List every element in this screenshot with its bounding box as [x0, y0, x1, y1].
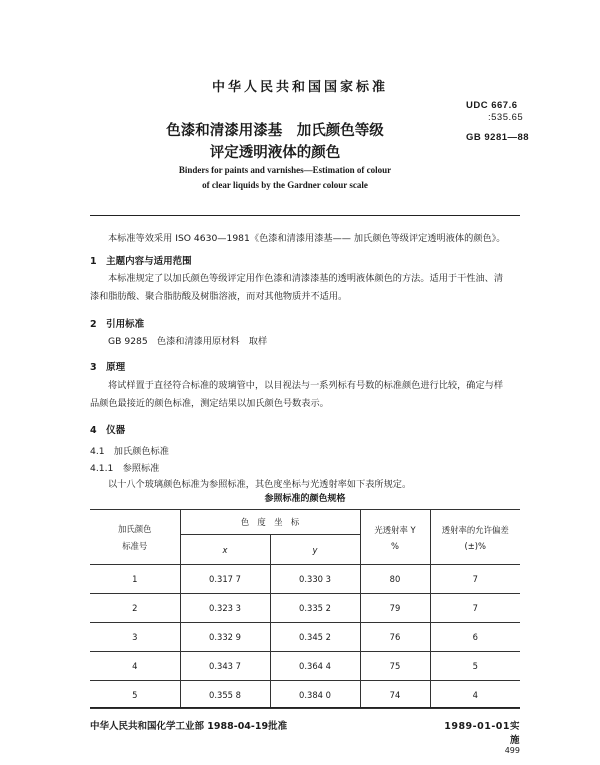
header-transmittance-line2: % — [391, 540, 399, 551]
english-title-line2: of clear liquids by the Gardner colour scale — [202, 180, 368, 190]
table-row — [90, 681, 520, 709]
header-std-no-line2: 标准号 — [122, 540, 148, 551]
header-divider — [90, 215, 520, 216]
cell-y: 0.335 2 — [270, 594, 360, 623]
table-row — [90, 565, 520, 594]
document-title-line1: 色漆和清漆用漆基 加氏颜色等级 — [166, 123, 384, 139]
header-std-no-line1: 加氏颜色 — [118, 523, 152, 534]
section-2-reference: GB 9285 色漆和清漆用原材料 取样 — [108, 336, 268, 347]
cell-no: 1 — [90, 565, 180, 594]
header-tolerance-line2: (±)% — [464, 540, 486, 551]
cell-y: 0.330 3 — [270, 565, 360, 594]
section-4-1-heading: 4.1 加氏颜色标准 — [90, 446, 169, 457]
header-tolerance-line1: 透射率的允许偏差 — [441, 524, 509, 535]
cell-y: 0.384 0 — [270, 681, 360, 709]
cell-tolerance: 5 — [430, 652, 520, 681]
cell-tolerance: 7 — [430, 594, 520, 623]
cell-transmittance: 76 — [360, 623, 430, 652]
approval-statement: 中华人民共和国化学工业部 1988-04-19批准 — [90, 721, 288, 732]
cell-tolerance: 6 — [430, 623, 520, 652]
header-tolerance — [430, 510, 520, 565]
cell-no: 5 — [90, 681, 180, 709]
section-3-text-line2: 品颜色最接近的颜色标准，测定结果以加氏颜色号数表示。 — [90, 398, 329, 409]
section-1-text-line1: 本标准规定了以加氏颜色等级评定用作色漆和清漆漆基的透明液体颜色的方法。适用于干性油、清 — [108, 273, 504, 284]
udc-code-line2: :535.65 — [488, 112, 524, 123]
standard-title: 中华人民共和国国家标准 — [211, 80, 388, 95]
header-y: y — [270, 535, 360, 565]
table-row — [90, 652, 520, 681]
document-title-line2: 评定透明液体的颜色 — [209, 145, 341, 161]
header-transmittance-line1: 光透射率 Y — [374, 524, 416, 535]
cell-x: 0.332 9 — [180, 623, 270, 652]
cell-tolerance: 7 — [430, 565, 520, 594]
gb-number: GB 9281—88 — [466, 132, 530, 143]
cell-no: 4 — [90, 652, 180, 681]
cell-no: 2 — [90, 594, 180, 623]
table-row — [90, 623, 520, 652]
table-caption: 参照标准的颜色规格 — [264, 494, 346, 504]
page-number: 499 — [504, 746, 520, 755]
cell-x: 0.355 8 — [180, 681, 270, 709]
cell-y: 0.364 4 — [270, 652, 360, 681]
cell-x: 0.323 3 — [180, 594, 270, 623]
color-spec-table — [90, 509, 520, 709]
section-2-heading: 2 引用标准 — [90, 319, 145, 330]
cell-y: 0.345 2 — [270, 623, 360, 652]
table-row — [90, 594, 520, 623]
section-1-text-line2: 漆和脂肪酸、聚合脂肪酸及树脂溶液，而对其他物质并不适用。 — [90, 291, 348, 302]
section-1-heading: 1 主题内容与适用范围 — [90, 256, 192, 267]
header-transmittance — [360, 510, 430, 565]
section-4-1-1-text: 以十八个玻璃颜色标准为参照标准，其色度坐标与光透射率如下表所规定。 — [108, 479, 412, 490]
intro-text: 本标准等效采用 ISO 4630—1981《色漆和清漆用漆基—— 加氏颜色等级评定透明液体的颜色》。 — [108, 233, 506, 244]
implementation-date: 1989-01-01实施 — [444, 721, 520, 746]
header-std-no — [90, 510, 180, 565]
cell-transmittance: 80 — [360, 565, 430, 594]
section-4-heading: 4 仪器 — [90, 425, 126, 436]
section-3-text-line1: 将试样置于直径符合标准的玻璃管中，以目视法与一系列标有号数的标准颜色进行比较，确定与样 — [108, 380, 504, 391]
cell-transmittance: 75 — [360, 652, 430, 681]
cell-x: 0.343 7 — [180, 652, 270, 681]
cell-no: 3 — [90, 623, 180, 652]
cell-transmittance: 74 — [360, 681, 430, 709]
section-3-heading: 3 原理 — [90, 362, 126, 373]
english-title-line1: Binders for paints and varnishes—Estimation of colour — [178, 165, 392, 175]
footer-divider — [90, 707, 520, 708]
section-4-1-1-heading: 4.1.1 参照标准 — [90, 463, 160, 474]
cell-x: 0.317 7 — [180, 565, 270, 594]
header-chromaticity: 色 度 坐 标 — [180, 510, 360, 535]
cell-tolerance: 4 — [430, 681, 520, 709]
cell-transmittance: 79 — [360, 594, 430, 623]
header-x: x — [180, 535, 270, 565]
udc-code-line1: UDC 667.6 — [466, 100, 518, 111]
